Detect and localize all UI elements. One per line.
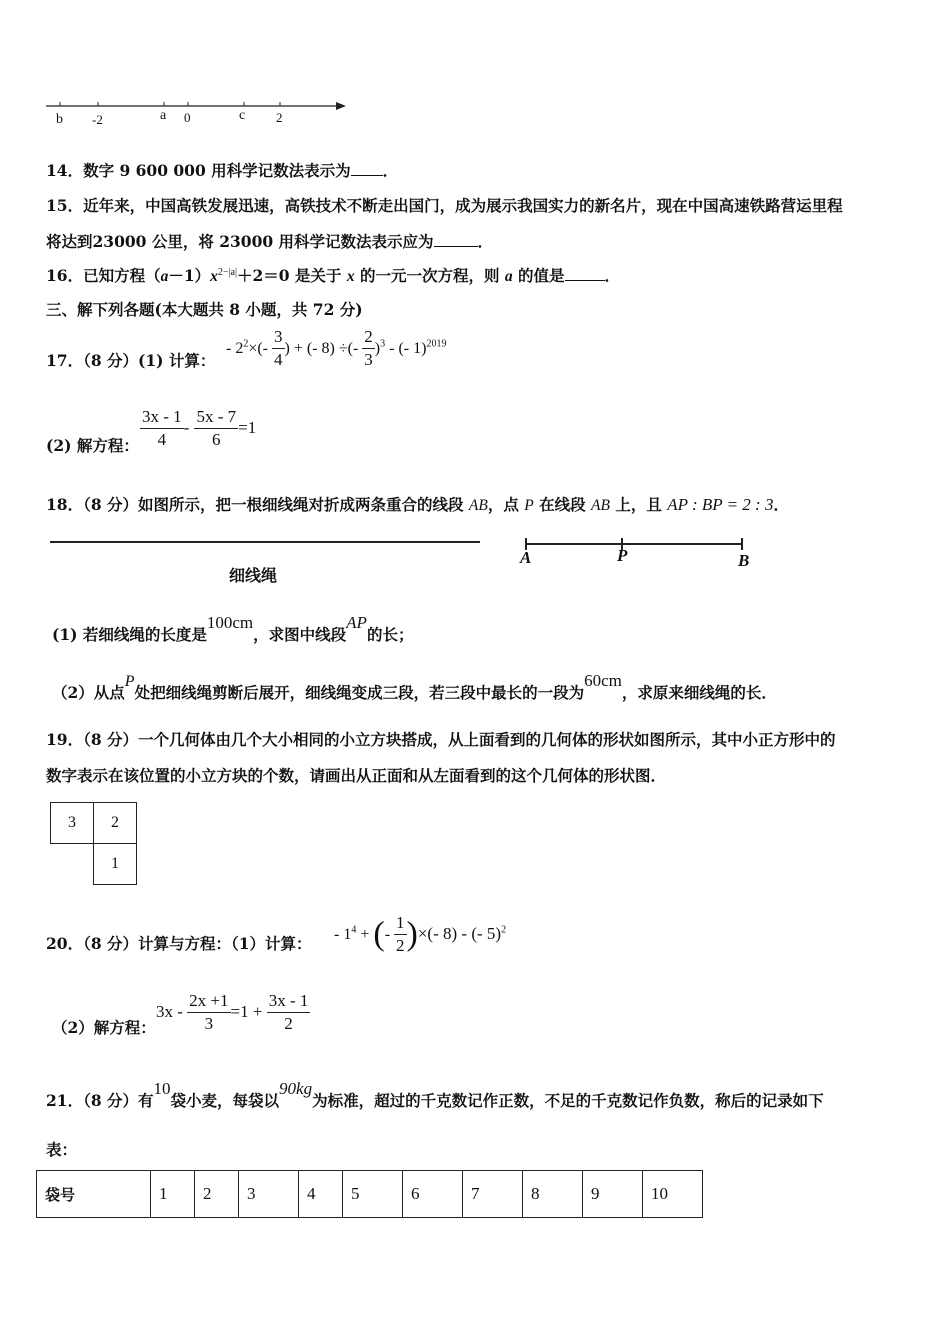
table-cell: 3	[239, 1171, 299, 1218]
question-18: 18．（8 分）如图所示，把一根细线绳对折成两条重合的线段 AB，点 P 在线段 AB 上，且 AP : BP = 2 : 3．	[46, 495, 789, 514]
table-cell: 2	[195, 1171, 239, 1218]
grid-cell: 1	[94, 844, 137, 885]
table-cell: 5	[343, 1171, 403, 1218]
question-16: 16．已知方程$(a-1)x^{2-|a|}+2=0$ 是关于 x 的一元一次方程，则 a 的值是 ．	[46, 266, 621, 286]
table-cell: 1	[151, 1171, 195, 1218]
nl-label-c: c	[239, 108, 246, 123]
question-21-line2: 表：	[46, 1140, 78, 1159]
question-20-part2-label: （2）解方程：	[52, 1018, 156, 1037]
top-view-grid	[50, 802, 137, 885]
table-row	[37, 1171, 703, 1218]
q17-expression: - $2^2\times(-$ $\frac{3}{4}$ ) + (- 8) ÷(- $\frac{2}{3}$ )$^3$ - (- 1)$^{2019}$	[226, 327, 447, 369]
q17-equation: $\frac{3x - 1}{4}$ - $\frac{5x - 7}{6}$ =1	[142, 407, 257, 449]
question-18-part2: （2）从点P处把细线绳剪断后展开，细线绳变成三段，若三段中最长的一段为60cm，求原来细线绳的长．	[52, 671, 777, 702]
answer-blank[interactable]	[434, 234, 478, 247]
table-cell: 10	[643, 1171, 703, 1218]
nl-label-neg2: -2	[92, 112, 103, 127]
table-cell: 7	[463, 1171, 523, 1218]
q20-equation: 3x - $\frac{2x +1}{3}$ =1 + $\frac{3x - 1}{2}$	[156, 991, 309, 1033]
question-15-line2: 将达到23000 公里，将 23000 用科学记数法表示应为 ．	[46, 232, 494, 251]
rope-label: 细线绳	[229, 566, 278, 585]
number-line	[40, 96, 360, 132]
question-21: 21．（8 分）有10袋小麦，每袋以90kg为标准，超过的千克数记作正数，不足的千克数记作负数，称后的记录如下	[46, 1079, 824, 1110]
question-18-part1: (1) 若细线绳的长度是100cm，求图中线段AP的长；	[52, 613, 414, 644]
nl-label-b: b	[56, 112, 63, 127]
point-a-label: A	[520, 548, 532, 567]
point-p-label: P	[617, 546, 628, 565]
table-cell: 4	[299, 1171, 343, 1218]
nl-label-0: 0	[184, 110, 191, 125]
bag-table	[36, 1170, 703, 1218]
grid-cell: 2	[94, 803, 137, 844]
point-b-label: B	[738, 551, 750, 570]
question-17-part2-label: (2) 解方程：	[46, 436, 139, 455]
table-cell: 9	[583, 1171, 643, 1218]
answer-blank[interactable]	[565, 268, 605, 281]
question-15-line1: 15．近年来，中国高铁发展迅速，高铁技术不断走出国门，成为展示我国实力的新名片，现在中国高速铁路营运里程	[46, 196, 843, 215]
number-line-arrow	[336, 102, 346, 110]
question-19-line1: 19．（8 分）一个几何体由几个大小相同的小立方块搭成，从上面看到的几何体的形状如图所示，其中小正方形中的	[46, 730, 836, 749]
question-19-line2: 数字表示在该位置的小立方块的个数，请画出从正面和从左面看到的这个几何体的形状图．	[46, 766, 667, 785]
q20-expression: - $1^4$ + (- $\frac{1}{2}$ )×(- 8) - (- 5)$^2$	[334, 913, 507, 955]
answer-blank[interactable]	[351, 163, 383, 176]
table-cell: 6	[403, 1171, 463, 1218]
table-cell: 8	[523, 1171, 583, 1218]
rope-figure	[46, 532, 766, 592]
section-heading: 三、解下列各题(本大题共 8 小题，共 72 分)	[46, 300, 363, 319]
nl-label-a: a	[160, 108, 167, 123]
nl-label-2: 2	[276, 110, 283, 125]
grid-cell: 3	[51, 803, 94, 844]
grid-empty	[51, 844, 94, 885]
question-20-part1-label: 20．（8 分）计算与方程：（1）计算：	[46, 934, 312, 953]
table-header-cell: 袋号	[37, 1171, 151, 1218]
question-14: 14．数字 9 600 000 用科学记数法表示为 ．	[46, 161, 399, 180]
question-17-part1-label: 17．（8 分）(1) 计算：	[46, 351, 216, 370]
